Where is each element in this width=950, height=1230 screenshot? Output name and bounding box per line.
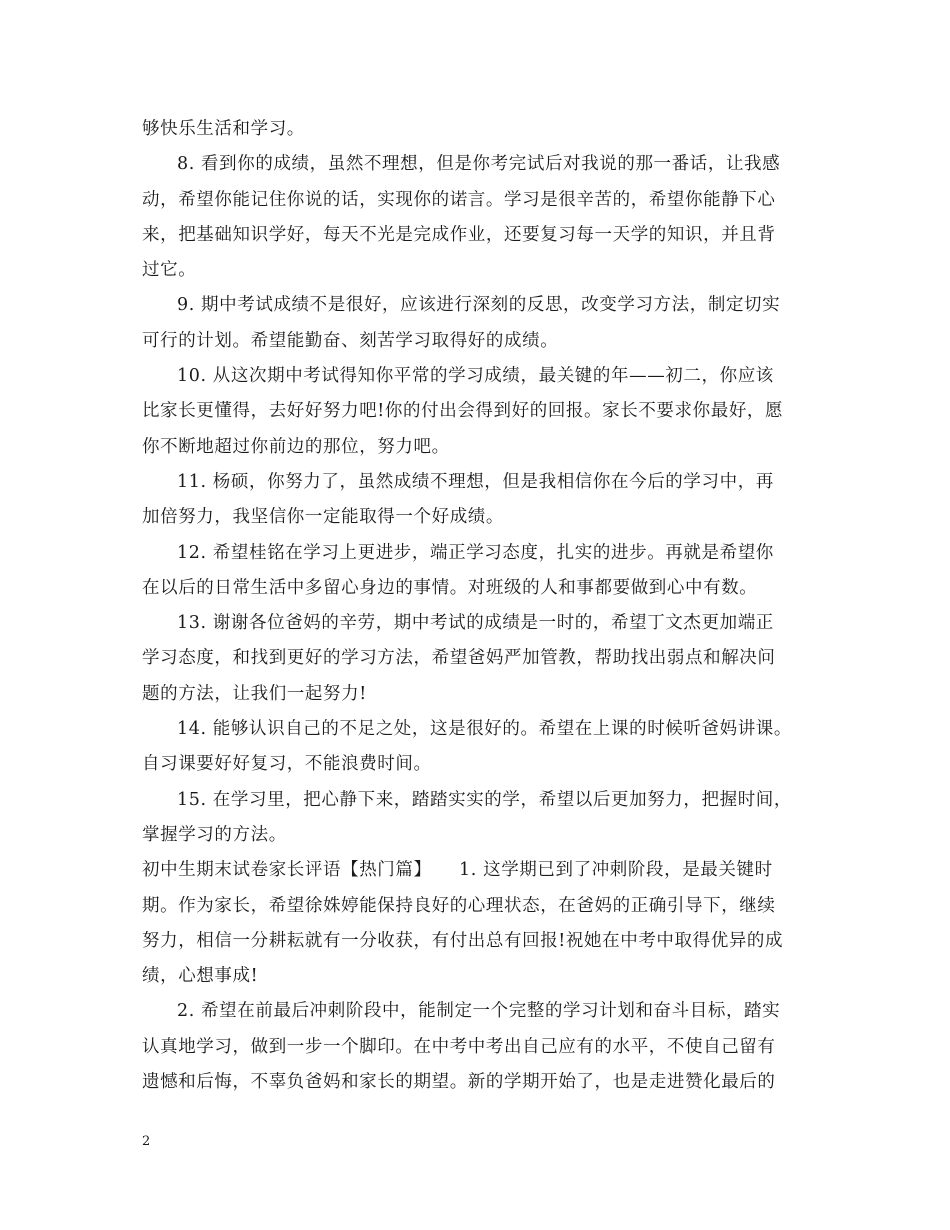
text-line: 努力，相信一分耕耘就有一分收获，有付出总有回报!祝她在中考中取得优异的成 (142, 930, 784, 951)
text-line: 15. 在学习里，把心静下来，踏踏实实的学，希望以后更加努力，把握时间， (177, 789, 792, 810)
text-line: 你不断地超过你前边的那位，努力吧。 (142, 436, 450, 457)
text-line: 可行的计划。希望能勤奋、刻苦学习取得好的成绩。 (142, 330, 559, 351)
text-line: 2. 希望在前最后冲刺阶段中，能制定一个完整的学习计划和奋斗目标，踏实 (177, 1001, 781, 1022)
text-line: 8. 看到你的成绩，虽然不理想，但是你考完试后对我说的那一番话，让我感 (177, 154, 781, 175)
text-line: 13. 谢谢各位爸妈的辛劳，期中考试的成绩是一时的，希望丁文杰更加端正 (177, 613, 774, 634)
text-line: 11. 杨硕，你努力了，虽然成绩不理想，但是我相信你在今后的学习中，再 (177, 471, 774, 492)
text-line: 12. 希望桂铭在学习上更进步，端正学习态度，扎实的进步。再就是希望你 (177, 542, 774, 563)
text-line: 遗憾和后悔，不辜负爸妈和家长的期望。新的学期开始了，也是走进赞化最后的 (142, 1072, 776, 1093)
text-line: 学习态度，和找到更好的学习方法，希望爸妈严加管教，帮助找出弱点和解决问 (142, 648, 776, 669)
text-line: 10. 从这次期中考试得知你平常的学习成绩，最关键的年——初二，你应该 (177, 366, 774, 387)
page-number: 2 (142, 1134, 151, 1149)
text-line: 9. 期中考试成绩不是很好，应该进行深刻的反思，改变学习方法，制定切实 (177, 295, 781, 316)
text-line: 自习课要好好复习，不能浪费时间。 (142, 754, 432, 775)
text-line: 掌握学习的方法。 (142, 824, 287, 845)
text-line: 期。作为家长，希望徐姝婷能保持良好的心理状态，在爸妈的正确引导下，继续 (142, 895, 776, 916)
text-line: 绩，心想事成! (142, 966, 259, 987)
body-text (142, 112, 822, 1100)
text-line: 题的方法，让我们一起努力! (142, 683, 367, 704)
text-line: 过它。 (142, 260, 197, 281)
text-line: 比家长更懂得，去好好努力吧!你的付出会得到好的回报。家长不要求你最好，愿 (142, 401, 784, 422)
text-line: 够快乐生活和学习。 (142, 119, 305, 139)
text-line: 初中生期末试卷家长评语【热门篇】 1. 这学期已到了冲刺阶段，是最关键时 (142, 860, 773, 881)
text-line: 动，希望你能记住你说的话，实现你的诺言。学习是很辛苦的，希望你能静下心 (142, 189, 776, 210)
text-line: 14. 能够认识自己的不足之处，这是很好的。希望在上课的时候听爸妈讲课。 (177, 719, 792, 740)
text-line: 在以后的日常生活中多留心身边的事情。对班级的人和事都要做到心中有数。 (142, 577, 758, 598)
text-line: 来，把基础知识学好，每天不光是完成作业，还要复习每一天学的知识，并且背 (142, 224, 776, 245)
text-line: 认真地学习，做到一步一个脚印。在中考中考出自己应有的水平，不使自己留有 (142, 1036, 776, 1057)
text-line: 加倍努力，我坚信你一定能取得一个好成绩。 (142, 507, 504, 528)
